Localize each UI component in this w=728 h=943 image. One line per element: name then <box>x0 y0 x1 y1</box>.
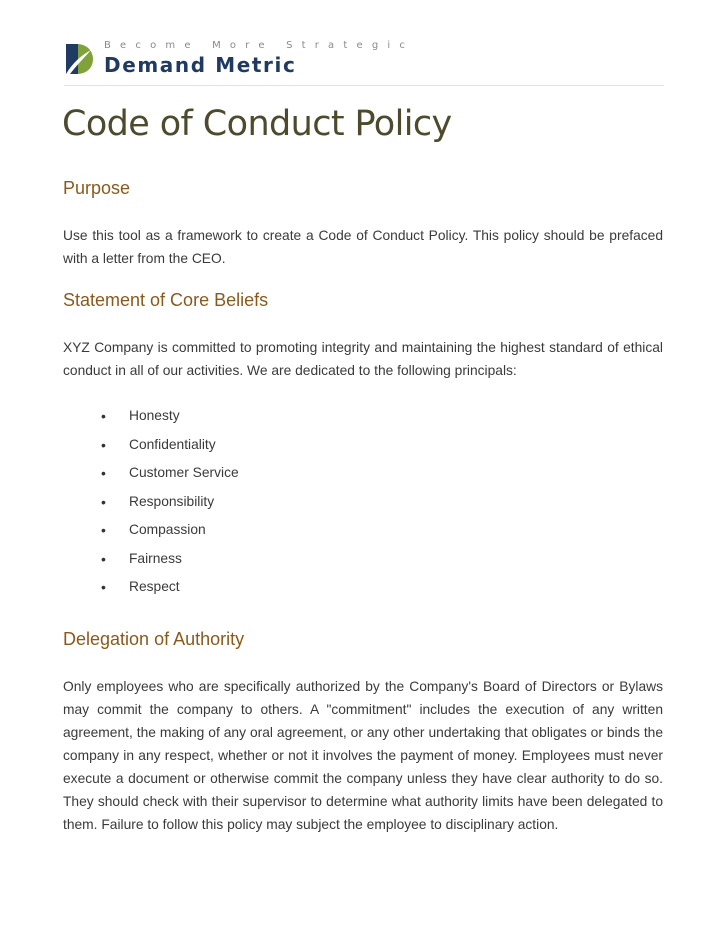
section-heading-delegation: Delegation of Authority <box>63 629 245 649</box>
list-item-label: Responsibility <box>129 493 215 509</box>
document-title: Code of Conduct Policy <box>62 104 452 144</box>
list-item-label: Customer Service <box>129 465 239 480</box>
bullet-icon: • <box>101 550 106 567</box>
section-heading-purpose: Purpose <box>63 178 131 198</box>
bullet-icon: • <box>101 408 106 424</box>
list-item-label: Respect <box>129 579 180 594</box>
page-header <box>64 36 664 86</box>
bullet-icon: • <box>101 493 106 510</box>
demand-metric-logo-icon <box>64 42 94 76</box>
core-beliefs-paragraph: XYZ Company is committed to promoting integrity and maintaining the highest standard of ethical conduct in all of our activities. We are dedicated to the following principals: <box>63 340 663 378</box>
list-item-label: Honesty <box>129 408 180 423</box>
list-item-label: Fairness <box>129 550 182 566</box>
brand-tagline: Become More Strategic <box>104 40 415 51</box>
bullet-icon: • <box>101 522 106 538</box>
bullet-icon: • <box>101 436 106 453</box>
header-divider <box>64 85 664 86</box>
purpose-paragraph: Use this tool as a framework to create a Code of Conduct Policy. This policy should be prefaced with a letter from the CEO. <box>63 228 663 266</box>
list-item-label: Confidentiality <box>129 436 216 452</box>
brand-name: Demand Metric <box>104 53 297 77</box>
section-heading-core-beliefs: Statement of Core Beliefs <box>63 290 269 310</box>
list-item-label: Compassion <box>129 522 206 537</box>
bullet-icon: • <box>101 465 106 481</box>
delegation-paragraph: Only employees who are specifically authorized by the Company's Board of Directors or Bylaws may commit the company to others. A "commitment" includes the execution of any written agreement, the making of any oral agreement, or any other undertaking that obligates or binds the company in any respect, whether or not it involves the payment of money. Employees must never execute a document or otherwise commit the company unless they have clear authority to do so. They should check with their supervisor to determine what authority limits have been delegated to them. Failure to follow this policy may subject the employee to disciplinary action. <box>63 679 663 832</box>
bullet-icon: • <box>101 579 106 595</box>
